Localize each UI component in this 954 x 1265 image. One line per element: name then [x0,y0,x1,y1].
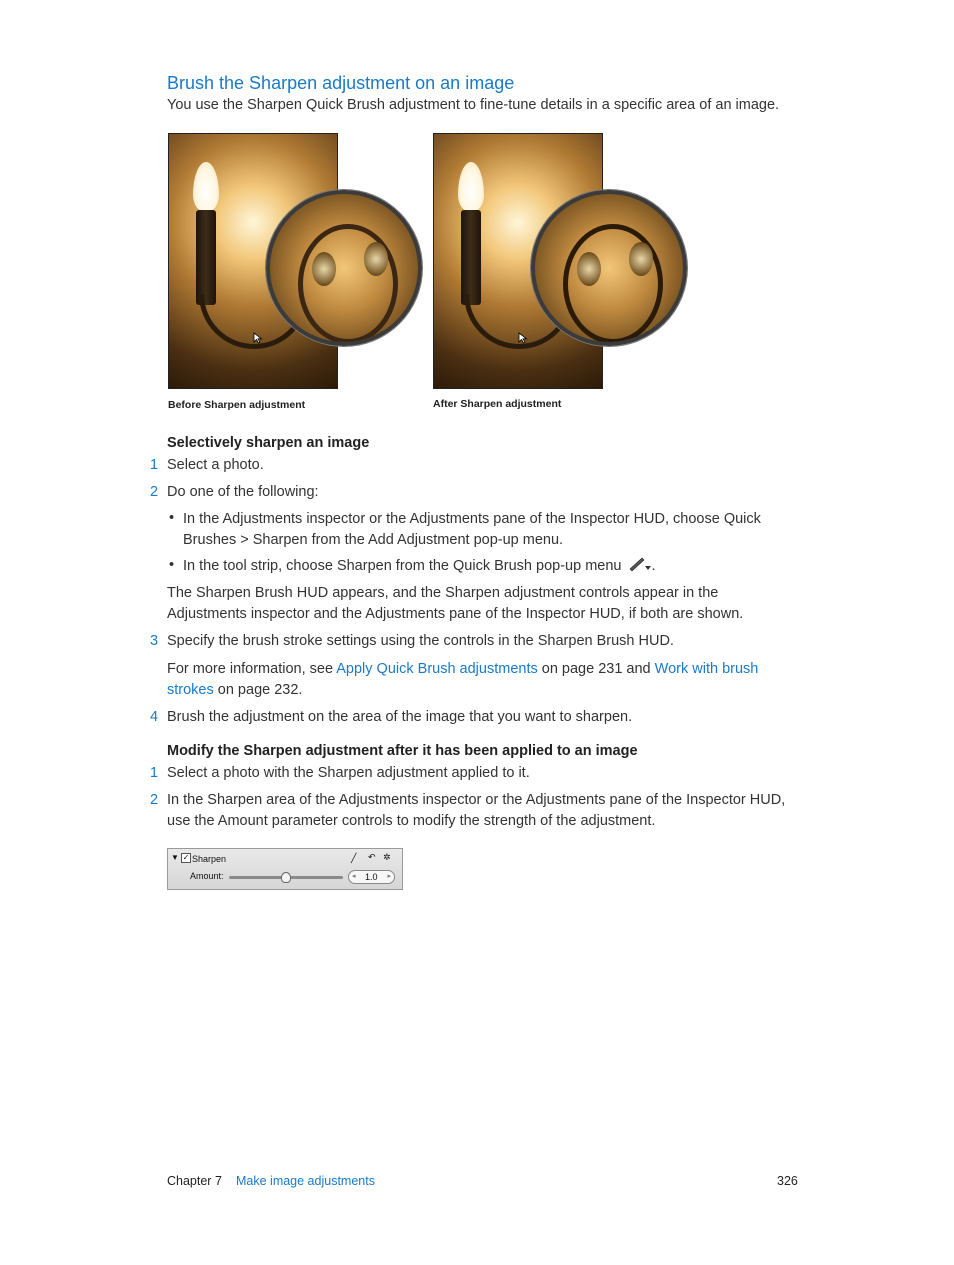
more-info-line [167,680,758,701]
sharpen-adjustment-panel [167,848,403,890]
section-intro: You use the Sharpen Quick Brush adjustment to fine-tune details in a specific area of an image. [167,97,780,113]
candle-flame [458,162,484,212]
footer-page-number: 326 [777,1174,798,1188]
amount-value[interactable]: 1.0 [365,872,378,882]
more-info-text: For more information, see [167,661,337,677]
note-line: The Sharpen Brush HUD appears, and the Sharpen adjustment controls appear in the [167,585,719,601]
link-apply-quick-brush[interactable]: Apply Quick Brush adjustments [336,661,538,677]
loupe-zoom-label[interactable]: 100 [380,331,398,340]
amount-slider-thumb[interactable] [281,872,291,883]
loupe-crystal [629,242,653,276]
more-info-text: on page 232. [213,682,303,698]
candle [461,210,481,305]
step-text: Select a photo. [167,457,264,473]
before-loupe [266,190,422,346]
more-info-text: on page 231 and [537,661,655,677]
candle-flame [193,162,219,212]
reset-icon[interactable]: ↶ [368,852,376,862]
decrement-arrow-icon[interactable]: ◂ [352,873,356,880]
loupe-zoom-label[interactable]: 100 [645,331,663,340]
amount-label: Amount: [190,871,224,881]
bullet-line: In the Adjustments inspector or the Adjustments pane of the Inspector HUD, choose Quick [183,511,761,527]
disclosure-triangle-icon[interactable]: ▼ [171,853,179,862]
step-text [167,790,785,832]
step-number: 1 [150,457,159,473]
bullet-line: In the tool strip, choose Sharpen from the Quick Brush pop-up menu [183,558,622,574]
bullet-marker: • [169,510,175,526]
loupe-ornament [298,224,398,344]
note-text [167,583,743,625]
cursor-icon [253,332,263,344]
footer-chapter-link[interactable]: Make image adjustments [236,1174,375,1188]
bullet-text [183,509,761,551]
section-title: Brush the Sharpen adjustment on an image [167,73,515,93]
step-text: Specify the brush stroke settings using the controls in the Sharpen Brush HUD. [167,633,674,649]
loupe-crystal [364,242,388,276]
enable-checkbox[interactable]: ✓ [182,853,190,862]
step-line: use the Amount parameter controls to modify the strength of the adjustment. [167,813,656,829]
brush-icon[interactable]: ╱ [351,853,357,863]
note-line: Adjustments inspector and the Adjustments pane of the Inspector HUD, if both are shown. [167,606,744,622]
step-text: Brush the adjustment on the area of the image that you want to sharpen. [167,709,633,725]
figure-caption: Before Sharpen adjustment [168,399,306,411]
step-text: Do one of the following: [167,484,319,500]
cursor-icon [518,332,528,344]
amount-value-field[interactable] [348,870,395,884]
increment-arrow-icon[interactable]: ▸ [387,873,391,880]
loupe-crystal [577,252,601,286]
candle [196,210,216,305]
task-heading: Modify the Sharpen adjustment after it has been applied to an image [167,743,638,759]
quick-brush-menu-icon[interactable] [628,556,652,572]
link-work-with-brush-strokes[interactable]: strokes [167,682,214,698]
figure-caption: After Sharpen adjustment [433,398,562,410]
bullet-text [183,556,656,577]
after-loupe [531,190,687,346]
step-number: 2 [150,792,159,808]
bullet-end: . [651,558,656,574]
gear-icon[interactable]: ✲ [383,852,391,862]
footer-chapter: Chapter 7 [167,1174,222,1188]
bullet-marker: • [169,557,175,573]
step-text: Select a photo with the Sharpen adjustment applied to it. [167,765,530,781]
task-heading: Selectively sharpen an image [167,435,370,451]
step-number: 2 [150,484,159,500]
loupe-ornament [563,224,663,344]
step-number: 1 [150,765,159,781]
more-info-line [167,659,758,680]
step-number: 4 [150,709,159,725]
loupe-crystal [312,252,336,286]
more-info [167,659,758,701]
adjustment-name: Sharpen [192,854,227,864]
step-number: 3 [150,633,159,649]
step-line: In the Sharpen area of the Adjustments inspector or the Adjustments pane of the Inspector HUD, [167,792,786,808]
bullet-line: Brushes > Sharpen from the Add Adjustment pop-up menu. [183,532,564,548]
link-work-with-brush-strokes[interactable]: Work with brush [654,661,759,677]
